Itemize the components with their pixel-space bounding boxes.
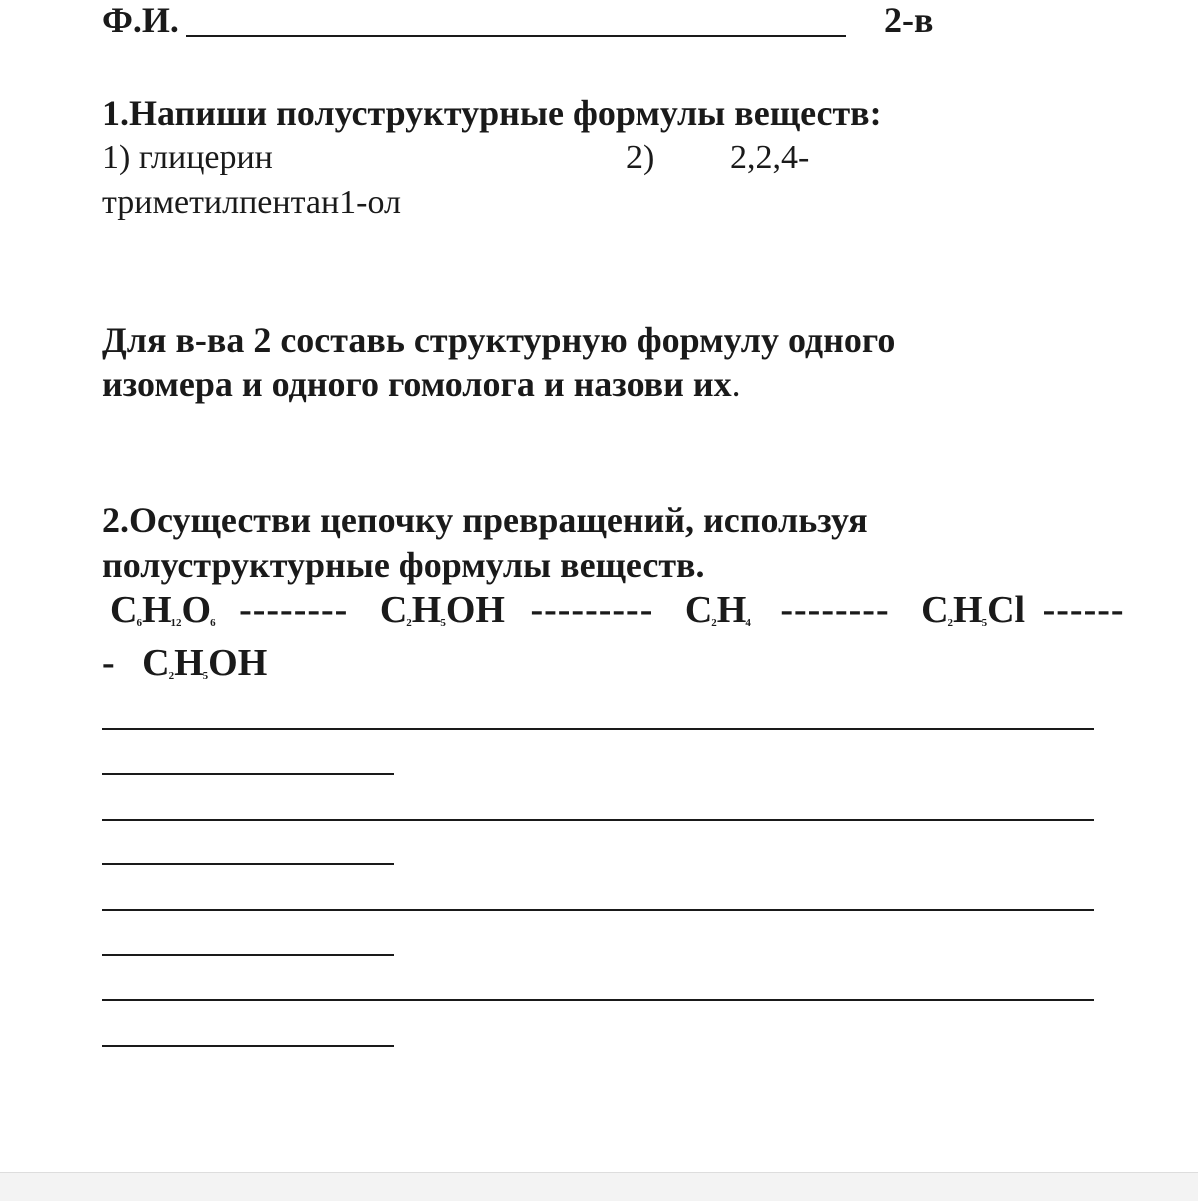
answer-line[interactable] bbox=[102, 954, 394, 956]
answer-line[interactable] bbox=[102, 863, 394, 865]
answer-line[interactable] bbox=[102, 773, 394, 775]
answer-line[interactable] bbox=[102, 1045, 394, 1047]
subtask-line2-period: . bbox=[731, 364, 741, 404]
conversion-chain-line2 bbox=[102, 641, 267, 698]
formula-glucose: $C_6H_{12}O_6$ bbox=[110, 589, 216, 631]
task1-item2-name-part1: 2,2,4- bbox=[730, 139, 810, 176]
task2-title-line1: 2.Осуществи цепочку превращений, используя bbox=[102, 500, 868, 540]
task1-item2-name-part2: триметилпентан1-ол bbox=[102, 184, 401, 221]
arrow-3: -------- bbox=[780, 589, 890, 631]
task1-subtask-line1: Для в-ва 2 составь структурную формулу одного bbox=[102, 320, 896, 360]
viewer-bottom-bar bbox=[0, 1172, 1198, 1201]
name-underline[interactable] bbox=[186, 35, 846, 37]
subtask-line2-text: изомера и одного гомолога и назови их bbox=[102, 364, 732, 404]
formula-ethanol-final: $C_2H_5OH$ bbox=[142, 642, 268, 684]
formula-ethylene: $C_2H_4$ bbox=[684, 589, 751, 631]
arrow-1: -------- bbox=[239, 589, 349, 631]
answer-line[interactable] bbox=[102, 909, 1094, 911]
task1-title: 1.Напиши полуструктурные формулы веществ: bbox=[102, 93, 882, 133]
arrow-4-part1: ------ bbox=[1042, 589, 1125, 631]
task1-item1: 1) глицерин bbox=[102, 139, 273, 176]
variant-label: 2-в bbox=[884, 0, 934, 40]
name-label: Ф.И. bbox=[102, 0, 179, 40]
task1-subtask-line2 bbox=[102, 364, 741, 404]
arrow-4-part2: - bbox=[102, 642, 115, 684]
answer-line[interactable] bbox=[102, 728, 1094, 730]
answer-line[interactable] bbox=[102, 999, 1094, 1001]
answer-line[interactable] bbox=[102, 819, 1094, 821]
conversion-chain bbox=[110, 588, 1125, 645]
formula-chloroethane: $C_2H_5Cl$ bbox=[921, 589, 1026, 631]
task2-title-line2: полуструктурные формулы веществ. bbox=[102, 545, 705, 585]
task1-item2-number: 2) bbox=[626, 139, 655, 176]
formula-ethanol: $C_2H_5OH$ bbox=[379, 589, 505, 631]
arrow-2: --------- bbox=[530, 589, 654, 631]
